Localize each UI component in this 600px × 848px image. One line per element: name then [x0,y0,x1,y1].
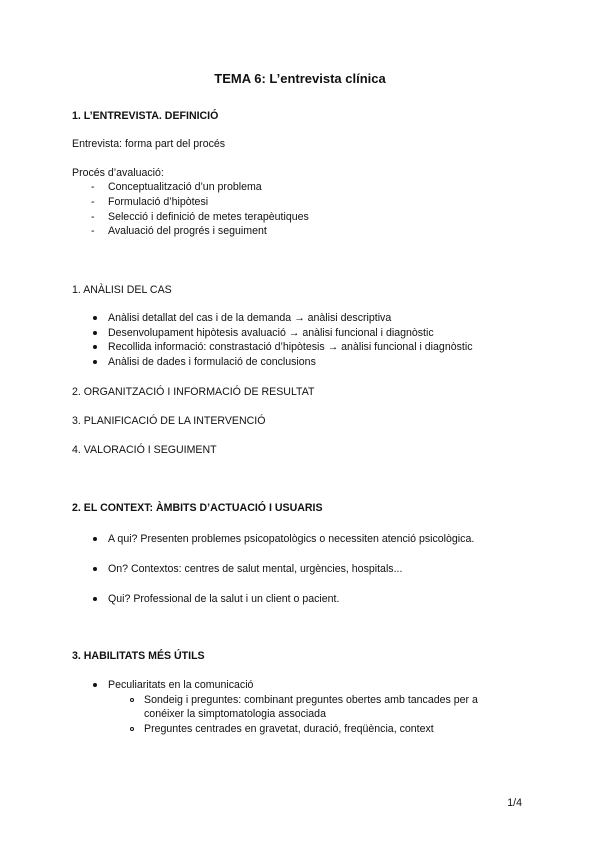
section-1-heading: 1. L’ENTREVISTA. DEFINICIÓ [72,110,219,122]
list-item: Qui? Professional de la salut i un client o pacient. [108,593,340,605]
list-item: Formulació d’hipòtesi [108,196,209,208]
page-title: TEMA 6: L’entrevista clínica [214,71,386,86]
list-dash: - [91,225,95,237]
list-item: Conceptualització d’un problema [108,181,262,193]
list-item: On? Contextos: centres de salut mental, urgències, hospitals... [108,563,403,575]
circle-bullet-icon [130,727,134,731]
page-number: 1/4 [507,797,522,809]
sub-list-item-continuation: conéixer la simptomatologia associada [144,708,326,720]
bullet-icon [93,683,97,687]
section-2-heading: 2. EL CONTEXT: ÀMBITS D’ACTUACIÓ I USUARIS [72,502,323,514]
list-dash: - [91,211,95,223]
process-label: Procés d’avaluació: [72,167,164,179]
definition-text: Entrevista: forma part del procés [72,138,226,150]
bullet-icon [93,345,97,349]
section-3-heading: 3. HABILITATS MÉS ÚTILS [72,650,205,662]
step-3-heading: 3. PLANIFICACIÓ DE LA INTERVENCIÓ [72,415,266,427]
list-item: Anàlisi detallat del cas i de la demanda → anàlisi descriptiva [108,312,392,324]
step-4-heading: 4. VALORACIÓ I SEGUIMENT [72,444,217,456]
list-dash: - [91,196,95,208]
bullet-icon [93,360,97,364]
list-item: A qui? Presenten problemes psicopatològics o necessiten atenció psicològica. [108,533,475,545]
bullet-icon [93,597,97,601]
list-item: Anàlisi de dades i formulació de conclusions [108,356,316,368]
bullet-icon [93,331,97,335]
list-item: Avaluació del progrés i seguiment [108,225,267,237]
circle-bullet-icon [130,698,134,702]
bullet-icon [93,567,97,571]
list-item: Desenvolupament hipòtesis avaluació → anàlisi funcional i diagnòstic [108,327,434,339]
list-item: Selecció i definició de metes terapèutiques [108,211,309,223]
list-dash: - [91,181,95,193]
list-item: Peculiaritats en la comunicació [108,679,254,691]
step-1-heading: 1. ANÀLISI DEL CAS [72,284,172,296]
step-2-heading: 2. ORGANITZACIÓ I INFORMACIÓ DE RESULTAT [72,386,315,398]
sub-list-item: Sondeig i preguntes: combinant preguntes obertes amb tancades per a [144,694,478,706]
list-item: Recollida informació: constrastació d’hipòtesis → anàlisi funcional i diagnòstic [108,341,473,353]
sub-list-item: Preguntes centrades en gravetat, duració, freqüència, context [144,723,434,735]
bullet-icon [93,537,97,541]
bullet-icon [93,316,97,320]
